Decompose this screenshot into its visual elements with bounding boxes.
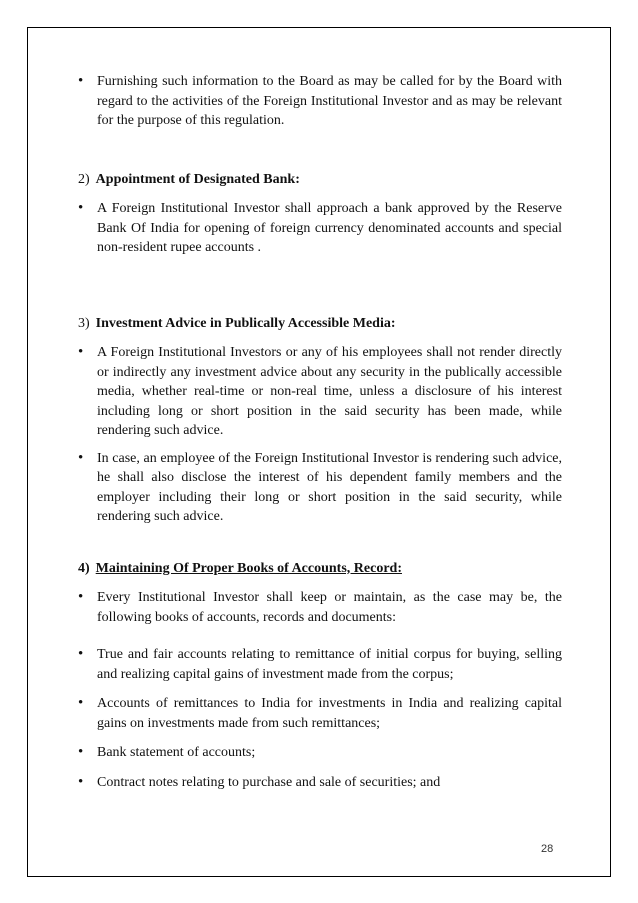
section-title: Investment Advice in Publically Accessible Media: [95,315,396,331]
bullet-text: Accounts of remittances to India for investments in India and realizing capital gains on investments made from such remittances; [97,696,562,731]
bullet-text: Furnishing such information to the Board as may be called for by the Board with regard to the activities of the Foreign Institutional Investor and as may be relevant for the purpose of this regulation. [97,74,562,128]
list-item [78,449,562,527]
list-item [78,645,562,684]
list-item [78,199,562,258]
bullet-text: True and fair accounts relating to remittance of initial corpus for buying, selling and realizing capital gains of investment made from the corpus; [97,647,562,682]
bullet-text: Contract notes relating to purchase and sale of securities; and [97,774,441,790]
bullet-text: A Foreign Institutional Investor shall approach a bank approved by the Reserve Bank Of India for opening of foreign currency denominated accounts and special non-resident rupee accounts . [97,201,562,255]
section-number: 3) [78,315,90,331]
list-item [78,743,562,763]
bullet-text: Bank statement of accounts; [97,745,256,760]
list-item [78,773,562,793]
list-item [78,694,562,733]
section-number: 2) [78,171,90,187]
page-number: 28 [541,843,554,855]
section-heading-3 [78,314,562,334]
bullet-text: In case, an employee of the Foreign Institutional Investor is rendering such advice, he shall also disclose the interest of his dependent family members and the employer including their long or short position in the said security, while rendering such advice. [97,450,562,524]
document-body [78,72,562,792]
section-number: 4) [78,560,90,576]
section-title: Appointment of Designated Bank: [95,171,300,187]
section-heading-2 [78,170,562,190]
list-item [78,343,562,441]
section-title: Maintaining Of Proper Books of Accounts, Record: [95,560,402,576]
bullet-text: A Foreign Institutional Investors or any of his employees shall not render directly or indirectly any investment advice about any security in the publically accessible media, whether real-time or non-real time, unless a disclosure of his interest including long or short position in the said security has been made, while rendering such advice. [97,345,562,438]
list-item [78,72,562,131]
section-heading-4 [78,559,562,579]
list-item [78,588,562,627]
bullet-text: Every Institutional Investor shall keep or maintain, as the case may be, the following books of accounts, records and documents: [97,590,562,625]
